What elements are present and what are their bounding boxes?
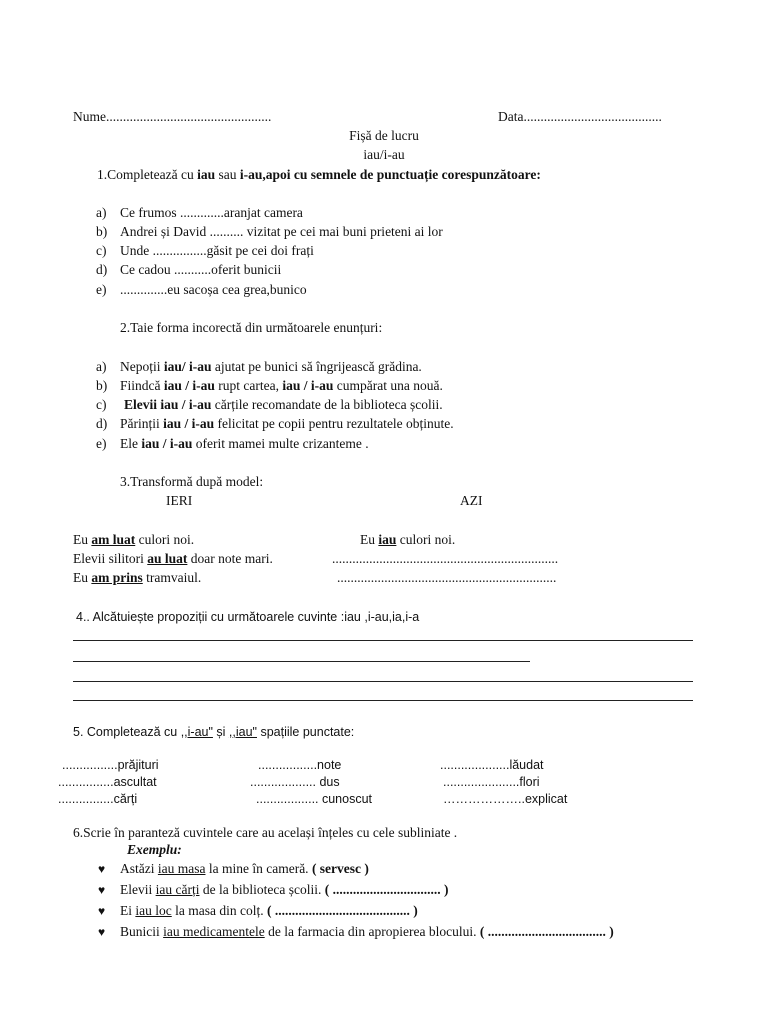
- list-item: [96, 206, 303, 220]
- text: Eu: [360, 532, 379, 547]
- item-text: Părinții: [120, 416, 164, 431]
- grid-cell: ......................flori: [443, 775, 540, 789]
- grid-cell: ................ascultat: [58, 775, 157, 789]
- item-text: ..............eu sacoșa cea grea,bunico: [120, 282, 307, 297]
- text: de la farmacia din apropierea blocului.: [264, 924, 480, 939]
- row-left: [73, 552, 273, 566]
- text: Astăzi: [120, 861, 158, 876]
- model-left: [73, 533, 194, 547]
- item-label: c): [96, 243, 107, 258]
- answer: ( servesc ): [311, 861, 369, 876]
- text: Elevii silitori: [73, 551, 148, 566]
- text: doar note mari.: [187, 551, 273, 566]
- item-text: rupt cartea,: [214, 378, 283, 393]
- ex6-title: 6.Scrie în paranteză cuvintele care au același înțeles cu cele subliniate .: [73, 825, 458, 840]
- text: Eu: [73, 532, 92, 547]
- text: spațiile punctate:: [257, 725, 355, 739]
- underlined-phrase: iau medicamentele: [163, 924, 265, 939]
- list-item: [96, 437, 369, 451]
- text: de la biblioteca școlii.: [199, 882, 325, 897]
- item-text: ajutat pe bunici să îngrijească grădina.: [211, 359, 422, 374]
- grid-cell: .................note: [258, 758, 342, 772]
- item-text: Ce cadou ...........oferit bunicii: [120, 262, 282, 277]
- list-item: [96, 360, 422, 374]
- ex1-title-text: sau: [215, 167, 240, 182]
- text: la masa din colț.: [171, 903, 267, 918]
- text: culori noi.: [135, 532, 195, 547]
- list-item: [120, 862, 369, 876]
- underlined-verb: iau: [378, 532, 397, 547]
- item-label: b): [96, 378, 108, 393]
- heart-bullet-icon: ♥: [98, 925, 106, 939]
- text: 5. Completează cu: [73, 725, 181, 739]
- item-bold: iau / i-au: [163, 416, 215, 431]
- writing-line: [73, 700, 693, 701]
- underlined-phrase: iau loc: [135, 903, 172, 918]
- text: Eu: [73, 570, 92, 585]
- item-label: e): [96, 282, 107, 297]
- heart-bullet-icon: ♥: [98, 883, 106, 897]
- item-label: a): [96, 205, 107, 220]
- text: tramvaiul.: [142, 570, 202, 585]
- item-label: b): [96, 224, 108, 239]
- answer-blank: ( ................................... ): [479, 924, 614, 939]
- writing-line: [73, 661, 530, 662]
- ex1-title-bold: i-au,apoi cu semnele de punctuație corespunzătoare:: [239, 167, 541, 182]
- text: la mine în cameră.: [205, 861, 312, 876]
- writing-line: [73, 640, 693, 641]
- answer-blank: ( ................................ ): [324, 882, 449, 897]
- column-header-ieri: IERI: [166, 493, 193, 508]
- item-bold: Elevii iau / i-au: [124, 397, 212, 412]
- list-item: [96, 417, 454, 431]
- text: Bunicii: [120, 924, 164, 939]
- ex3-title: 3.Transformă după model:: [120, 474, 264, 489]
- list-item: [120, 883, 448, 897]
- item-text: cumpărat una nouă.: [333, 378, 443, 393]
- underlined-phrase: iau masa: [157, 861, 206, 876]
- item-bold: iau / i-au: [282, 378, 334, 393]
- name-field: Nume.................................................: [73, 109, 272, 124]
- underlined-verb: am luat: [91, 532, 136, 547]
- item-text: oferit mamei multe crizanteme .: [192, 436, 369, 451]
- item-bold: iau/ i-au: [163, 359, 212, 374]
- ex2-title: 2.Taie forma incorectă din următoarele enunțuri:: [120, 320, 383, 335]
- item-bold: iau / i-au: [141, 436, 193, 451]
- item-text: Ele: [120, 436, 142, 451]
- item-text: cărțile recomandate de la biblioteca școlii.: [211, 397, 443, 412]
- ex4-title: 4.. Alcătuiește propoziții cu următoarele cuvinte :iau ,i-au,ia,i-a: [76, 610, 420, 624]
- item-bold: iau / i-au: [163, 378, 215, 393]
- underlined-verb: au luat: [147, 551, 188, 566]
- answer-blank: ( ........................................ ): [266, 903, 418, 918]
- item-text: Fiindcă: [120, 378, 164, 393]
- answer-dots: .................................................................: [337, 570, 557, 585]
- item-label: e): [96, 436, 107, 451]
- item-text: Nepoții: [120, 359, 164, 374]
- row-left: [73, 571, 201, 585]
- grid-cell: ....................lăudat: [440, 758, 544, 772]
- text: Ei: [120, 903, 136, 918]
- item-label: a): [96, 359, 107, 374]
- list-item: [96, 398, 443, 412]
- heart-bullet-icon: ♥: [98, 862, 106, 876]
- text: și: [212, 725, 229, 739]
- list-item: [120, 925, 614, 939]
- item-text: Andrei și David .......... vizitat pe cei mai buni prieteni ai lor: [120, 224, 443, 239]
- list-item: [96, 225, 443, 239]
- example-label: Exemplu:: [127, 842, 182, 857]
- underlined-word: ,,iau": [228, 725, 257, 739]
- ex5-title: [73, 726, 354, 739]
- item-text: felicitat pe copii pentru rezultatele obținute.: [214, 416, 454, 431]
- ex1-title-bold: iau: [197, 167, 216, 182]
- item-label: d): [96, 262, 108, 277]
- grid-cell: .................. cunoscut: [256, 792, 373, 806]
- column-header-azi: AZI: [460, 493, 483, 508]
- page-title: Fișă de lucru: [349, 128, 419, 143]
- answer-dots: ...................................................................: [332, 551, 559, 566]
- grid-cell: ................prăjituri: [62, 758, 159, 772]
- text: Elevii: [120, 882, 156, 897]
- grid-cell: ………………..explicat: [443, 792, 568, 806]
- underlined-phrase: iau cărți: [155, 882, 200, 897]
- item-label: d): [96, 416, 108, 431]
- item-text: Ce frumos .............aranjat camera: [120, 205, 303, 220]
- ex1-title: [97, 168, 541, 182]
- model-right: [360, 533, 455, 547]
- page-subtitle: iau/i-au: [363, 147, 405, 162]
- list-item: [96, 379, 443, 393]
- heart-bullet-icon: ♥: [98, 904, 106, 918]
- list-item: [96, 263, 281, 277]
- list-item: [96, 244, 314, 258]
- underlined-word: ,,i-au": [180, 725, 213, 739]
- grid-cell: ................cărți: [58, 792, 138, 806]
- date-field: Data.........................................: [498, 109, 662, 124]
- list-item: [120, 904, 418, 918]
- grid-cell: ................... dus: [250, 775, 340, 789]
- item-text: Unde ................găsit pe cei doi frați: [120, 243, 314, 258]
- writing-line: [73, 681, 693, 682]
- item-label: c): [96, 397, 107, 412]
- text: culori noi.: [396, 532, 456, 547]
- list-item: [96, 283, 307, 297]
- underlined-verb: am prins: [91, 570, 143, 585]
- ex1-title-text: 1.Completează cu: [97, 167, 198, 182]
